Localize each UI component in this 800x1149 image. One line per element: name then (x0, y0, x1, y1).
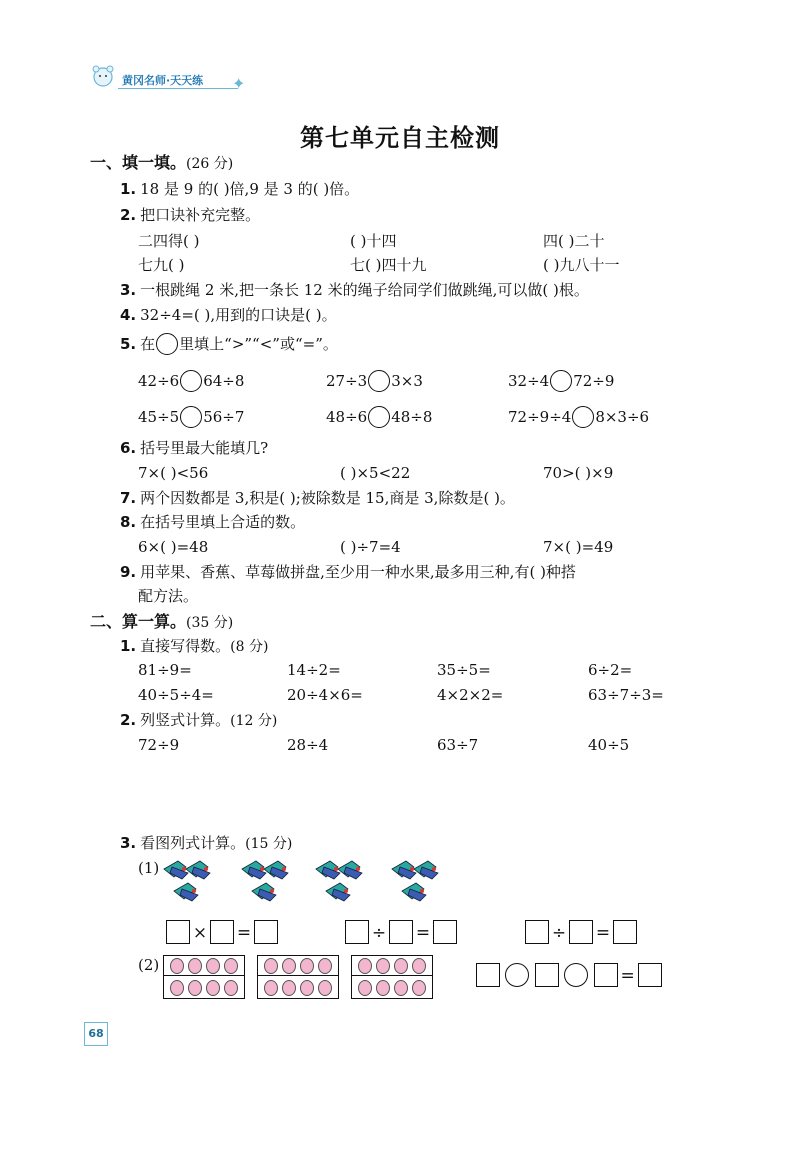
candy-icon (224, 958, 238, 974)
candy-icon (188, 958, 202, 974)
candy-icon (394, 980, 408, 996)
q1-3: 3. 一根跳绳 2 米,把一条长 12 米的绳子给同学们做跳绳,可以做( )根。 (120, 281, 589, 299)
q1-2-row2-a: 七九( ) (138, 256, 185, 274)
q1-6: 6. 括号里最大能填几? (120, 439, 269, 457)
candy-icon (188, 980, 202, 996)
bear-icon (90, 64, 116, 88)
airplane-icon (164, 861, 188, 879)
compare-1-1: 42÷6 64÷8 (138, 372, 245, 390)
q1-2-row2-c: ( )九八十一 (543, 256, 620, 274)
candy-icon (264, 958, 278, 974)
q1-2: 2. 把口诀补充完整。 (120, 206, 261, 224)
mental-2-3: 4×2×2= (437, 686, 504, 704)
vertical-3: 63÷7 (437, 736, 479, 754)
vertical-4: 40÷5 (588, 736, 630, 754)
airplane-icon (252, 883, 276, 901)
airplane-icon (186, 861, 210, 879)
airplane-icon (326, 883, 350, 901)
candy-icon (376, 958, 390, 974)
candy-icon (170, 980, 184, 996)
equation-b: ÷ = (345, 920, 457, 944)
answer-box[interactable] (569, 920, 593, 944)
q1-2-row1-a: 二四得( ) (138, 232, 200, 250)
equation-a: × = (166, 920, 278, 944)
q1-6-b: ( )×5<22 (340, 464, 411, 482)
answer-box[interactable] (613, 920, 637, 944)
candy-icon (170, 958, 184, 974)
equation-d: = (476, 963, 662, 987)
candy-tray (351, 955, 433, 999)
page-number: 68 (84, 1022, 108, 1046)
compare-circle[interactable] (180, 370, 202, 392)
airplane-icon (338, 861, 362, 879)
header-rule (118, 88, 238, 89)
q1-2-row2-b: 七( )四十九 (350, 256, 427, 274)
part-2-label: (2) (138, 956, 160, 974)
candy-icon (300, 958, 314, 974)
q1-9: 9. 用苹果、香蕉、草莓做拼盘,至少用一种水果,最多用三种,有( )种搭 (120, 563, 576, 581)
compare-circle[interactable] (550, 370, 572, 392)
q1-2-row1-c: 四( )二十 (543, 232, 605, 250)
compare-circle[interactable] (572, 406, 594, 428)
q1-7: 7. 两个因数都是 3,积是( );被除数是 15,商是 3,除数是( )。 (120, 489, 515, 507)
page-title: 第七单元自主检测 (300, 124, 500, 152)
compare-2-2: 48÷6 48÷8 (326, 408, 433, 426)
compare-circle[interactable] (180, 406, 202, 428)
header-logo (90, 64, 116, 88)
candy-icon (206, 958, 220, 974)
answer-box[interactable] (210, 920, 234, 944)
candy-icon (224, 980, 238, 996)
candy-icon (412, 958, 426, 974)
airplane-icon (174, 883, 198, 901)
candy-icon (264, 980, 278, 996)
answer-box[interactable] (535, 963, 559, 987)
vertical-2: 28÷4 (287, 736, 329, 754)
operator-circle[interactable] (505, 963, 529, 987)
compare-1-2: 27÷3 3×3 (326, 372, 423, 390)
part-1-label: (1) (138, 859, 160, 877)
candy-icon (282, 958, 296, 974)
answer-box[interactable] (525, 920, 549, 944)
star-icon: ✦ (232, 74, 246, 93)
answer-box[interactable] (594, 963, 618, 987)
q1-5: 5. 在 里填上“>”“<”或“=”。 (120, 335, 338, 353)
compare-circle (156, 333, 178, 355)
q1-6-a: 7×( )<56 (138, 464, 209, 482)
operator-circle[interactable] (564, 963, 588, 987)
q1-6-c: 70>( )×9 (543, 464, 614, 482)
answer-box[interactable] (433, 920, 457, 944)
vertical-1: 72÷9 (138, 736, 180, 754)
airplane-icon (264, 861, 288, 879)
answer-box[interactable] (476, 963, 500, 987)
candy-icon (358, 980, 372, 996)
q1-8-c: 7×( )=49 (543, 538, 614, 556)
candy-icon (358, 958, 372, 974)
q2-1: 1. 直接写得数。(8 分) (120, 637, 269, 655)
answer-box[interactable] (254, 920, 278, 944)
mental-1-2: 14÷2= (287, 661, 341, 679)
q1-8: 8. 在括号里填上合适的数。 (120, 513, 306, 531)
airplane-icon (242, 861, 266, 879)
answer-box[interactable] (345, 920, 369, 944)
q1-9-line2: 配方法。 (138, 587, 199, 605)
candy-icon (300, 980, 314, 996)
q1-4: 4. 32÷4=( ),用到的口诀是( )。 (120, 306, 337, 324)
answer-box[interactable] (638, 963, 662, 987)
candy-tray (257, 955, 339, 999)
candy-icon (282, 980, 296, 996)
mental-2-4: 63÷7÷3= (588, 686, 664, 704)
candy-icon (206, 980, 220, 996)
mental-1-4: 6÷2= (588, 661, 633, 679)
candy-icon (318, 958, 332, 974)
compare-1-3: 32÷4 72÷9 (508, 372, 615, 390)
answer-box[interactable] (389, 920, 413, 944)
airplane-icon (402, 883, 426, 901)
q2-3: 3. 看图列式计算。(15 分) (120, 834, 293, 852)
brand-label: 黄冈名师·天天练 (122, 74, 204, 87)
mental-2-2: 20÷4×6= (287, 686, 363, 704)
compare-2-1: 45÷5 56÷7 (138, 408, 245, 426)
candy-icon (412, 980, 426, 996)
candy-icon (376, 980, 390, 996)
candy-icon (394, 958, 408, 974)
compare-circle[interactable] (368, 406, 390, 428)
q1-1: 1. 18 是 9 的( )倍,9 是 3 的( )倍。 (120, 180, 360, 198)
mental-1-1: 81÷9= (138, 661, 192, 679)
candy-icon (318, 980, 332, 996)
q1-8-b: ( )÷7=4 (340, 538, 401, 556)
section-1-heading: 一、填一填。(26 分) (90, 153, 234, 172)
q1-8-a: 6×( )=48 (138, 538, 209, 556)
candy-tray (163, 955, 245, 999)
airplane-picture (160, 855, 460, 915)
airplane-icon (316, 861, 340, 879)
section-2-heading: 二、算一算。(35 分) (90, 612, 234, 631)
q1-2-row1-b: ( )十四 (350, 232, 397, 250)
compare-2-3: 72÷9÷4 8×3÷6 (508, 408, 650, 426)
airplane-groups (160, 855, 460, 915)
answer-box[interactable] (166, 920, 190, 944)
compare-circle[interactable] (368, 370, 390, 392)
mental-1-3: 35÷5= (437, 661, 491, 679)
equation-c: ÷ = (525, 920, 637, 944)
airplane-icon (392, 861, 416, 879)
airplane-icon (414, 861, 438, 879)
q2-2: 2. 列竖式计算。(12 分) (120, 711, 278, 729)
mental-2-1: 40÷5÷4= (138, 686, 214, 704)
